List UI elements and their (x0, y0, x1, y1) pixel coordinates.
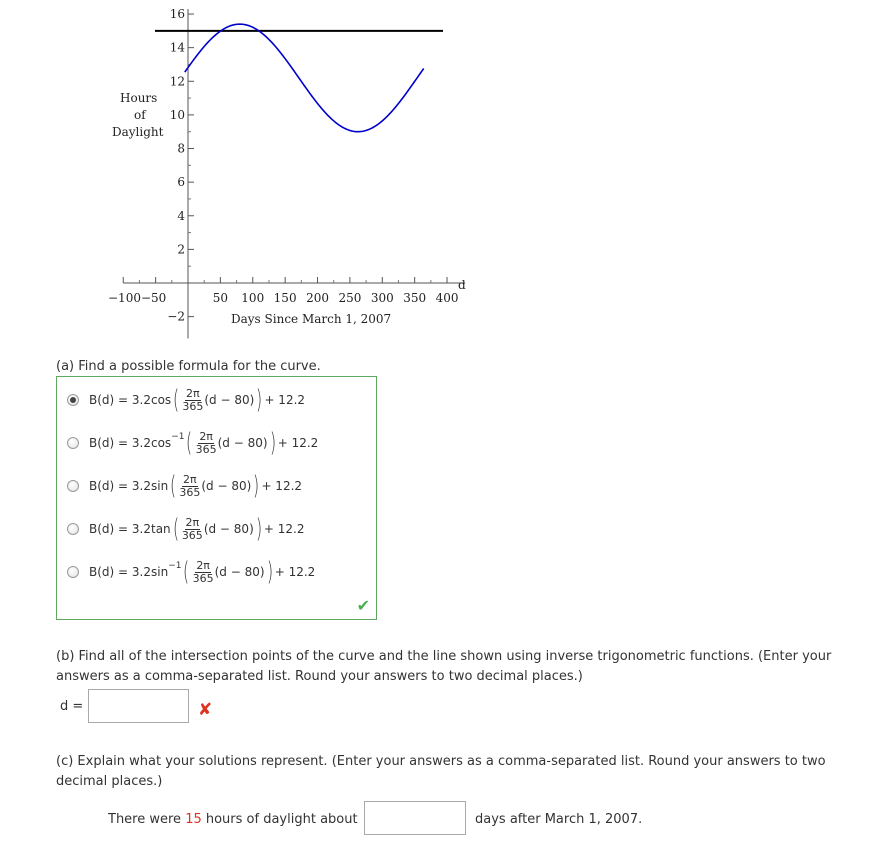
y-axis-label-hours: Hours (120, 91, 158, 105)
fraction (182, 388, 203, 413)
left-paren: ( (186, 428, 193, 458)
right-paren: ) (255, 514, 262, 544)
trig-function: sin (150, 479, 169, 493)
x-axis-variable: d (458, 278, 466, 292)
formula-choice-2[interactable] (67, 428, 318, 458)
fraction-denominator: 365 (192, 571, 214, 585)
part-a-prompt: (a) Find a possible formula for the curve. (56, 359, 321, 374)
fraction-numerator: 2π (185, 515, 200, 529)
inner-expression: (d − 80) (214, 565, 265, 579)
fraction-numerator: 2π (186, 386, 200, 400)
fraction (179, 474, 200, 499)
formula-tail: + 12.2 (274, 565, 316, 579)
inner-expression: (d − 80) (201, 479, 252, 493)
part-b-prompt-line2: answers as a comma-separated list. Round your answers to two decimal places.) (56, 669, 583, 684)
right-paren: ) (269, 428, 276, 458)
y-axis-label-of: of (134, 108, 146, 122)
inner-expression: (d − 80) (204, 393, 255, 407)
formula-choice-4[interactable] (67, 514, 305, 544)
left-paren: ( (183, 557, 190, 587)
fraction-denominator: 365 (179, 485, 201, 499)
x-tick-labels-negative: −100−50 (108, 291, 167, 305)
formula-text (89, 430, 318, 456)
formula-tail: + 12.2 (261, 479, 303, 493)
formula-lead: B(d) = 3.2 (89, 565, 151, 579)
right-paren: ) (253, 471, 260, 501)
formula-lead: B(d) = 3.2 (89, 436, 151, 450)
incorrect-icon: ✘ (198, 700, 213, 720)
x-tick-label: 350 (403, 291, 427, 305)
formula-text (89, 473, 302, 499)
x-tick-label: 300 (370, 291, 394, 305)
y-tick-label: 14 (169, 40, 185, 55)
part-c-prompt-line2: decimal places.) (56, 774, 163, 789)
daylight-curve (185, 24, 424, 132)
trig-function: sin (150, 565, 169, 579)
y-tick-label: 10 (169, 107, 185, 122)
daylight-graph (0, 0, 872, 350)
inverse-superscript: −1 (168, 561, 182, 571)
y-tick-label: 12 (169, 74, 185, 89)
formula-choice-5[interactable] (67, 557, 315, 587)
formula-lead: B(d) = 3.2 (89, 393, 151, 407)
right-paren: ) (266, 557, 273, 587)
part-b-prompt-line1: (b) Find all of the intersection points of the curve and the line shown using inverse trigonometric functions. (Enter your (56, 649, 832, 664)
x-tick-label: 400 (435, 291, 459, 305)
y-tick-label: −2 (167, 309, 185, 324)
fraction-denominator: 365 (195, 442, 217, 456)
trig-function: cos (150, 436, 172, 450)
part-c-sentence (108, 810, 358, 829)
formula-choice-1[interactable] (67, 385, 305, 415)
inner-expression: (d − 80) (217, 436, 268, 450)
fraction-numerator: 2π (183, 472, 197, 486)
x-tick-label: 50 (212, 291, 229, 305)
graph-labels (108, 7, 466, 326)
formula-tail: + 12.2 (264, 393, 306, 407)
fraction (182, 517, 203, 542)
left-paren: ( (173, 385, 180, 415)
inner-expression: (d − 80) (203, 522, 254, 536)
trig-function: cos (150, 393, 172, 407)
radio-button[interactable] (67, 394, 79, 406)
fraction (193, 560, 214, 585)
d-answer-input[interactable] (88, 689, 189, 723)
formula-text (89, 387, 305, 413)
left-paren: ( (170, 471, 177, 501)
fraction-denominator: 365 (181, 528, 203, 542)
formula-choice-3[interactable] (67, 471, 302, 501)
y-tick-label: 8 (177, 141, 185, 156)
x-tick-label: 150 (273, 291, 297, 305)
fraction (196, 431, 217, 456)
hours-value: 15 (185, 812, 202, 827)
inverse-superscript: −1 (171, 432, 185, 442)
d-label: d = (60, 699, 84, 714)
y-axis-label-daylight: Daylight (112, 125, 164, 139)
formula-choices (56, 376, 377, 620)
y-tick-label: 2 (177, 242, 185, 257)
formula-tail: + 12.2 (263, 522, 305, 536)
x-tick-label: 100 (241, 291, 265, 305)
y-tick-label: 6 (177, 175, 185, 190)
radio-button[interactable] (67, 437, 79, 449)
radio-button[interactable] (67, 566, 79, 578)
correct-check-icon: ✔ (356, 596, 370, 615)
radio-button[interactable] (67, 480, 79, 492)
y-tick-label: 16 (169, 7, 185, 22)
formula-tail: + 12.2 (277, 436, 319, 450)
formula-text (89, 559, 315, 585)
days-answer-input[interactable] (364, 801, 466, 835)
x-tick-label: 200 (306, 291, 329, 305)
fraction-denominator: 365 (182, 399, 204, 413)
formula-lead: B(d) = 3.2 (89, 479, 151, 493)
right-paren: ) (256, 385, 263, 415)
formula-lead: B(d) = 3.2 (89, 522, 151, 536)
y-tick-label: 4 (177, 208, 185, 223)
sentence-start: There were (108, 812, 186, 827)
x-axis-title: Days Since March 1, 2007 (231, 312, 392, 326)
sentence-end: days after March 1, 2007. (475, 812, 643, 827)
curve-group (155, 24, 443, 132)
graph-axes (123, 9, 465, 338)
x-tick-label: 250 (338, 291, 362, 305)
left-paren: ( (172, 514, 179, 544)
fraction-numerator: 2π (196, 558, 210, 572)
part-c-prompt-line1: (c) Explain what your solutions represent. (Enter your answers as a comma-separated list. Round your answers to two (56, 754, 826, 769)
sentence-mid: hours of daylight about (201, 812, 358, 827)
radio-button[interactable] (67, 523, 79, 535)
fraction-numerator: 2π (199, 429, 213, 443)
trig-function: tan (150, 522, 171, 536)
formula-text (89, 516, 305, 542)
